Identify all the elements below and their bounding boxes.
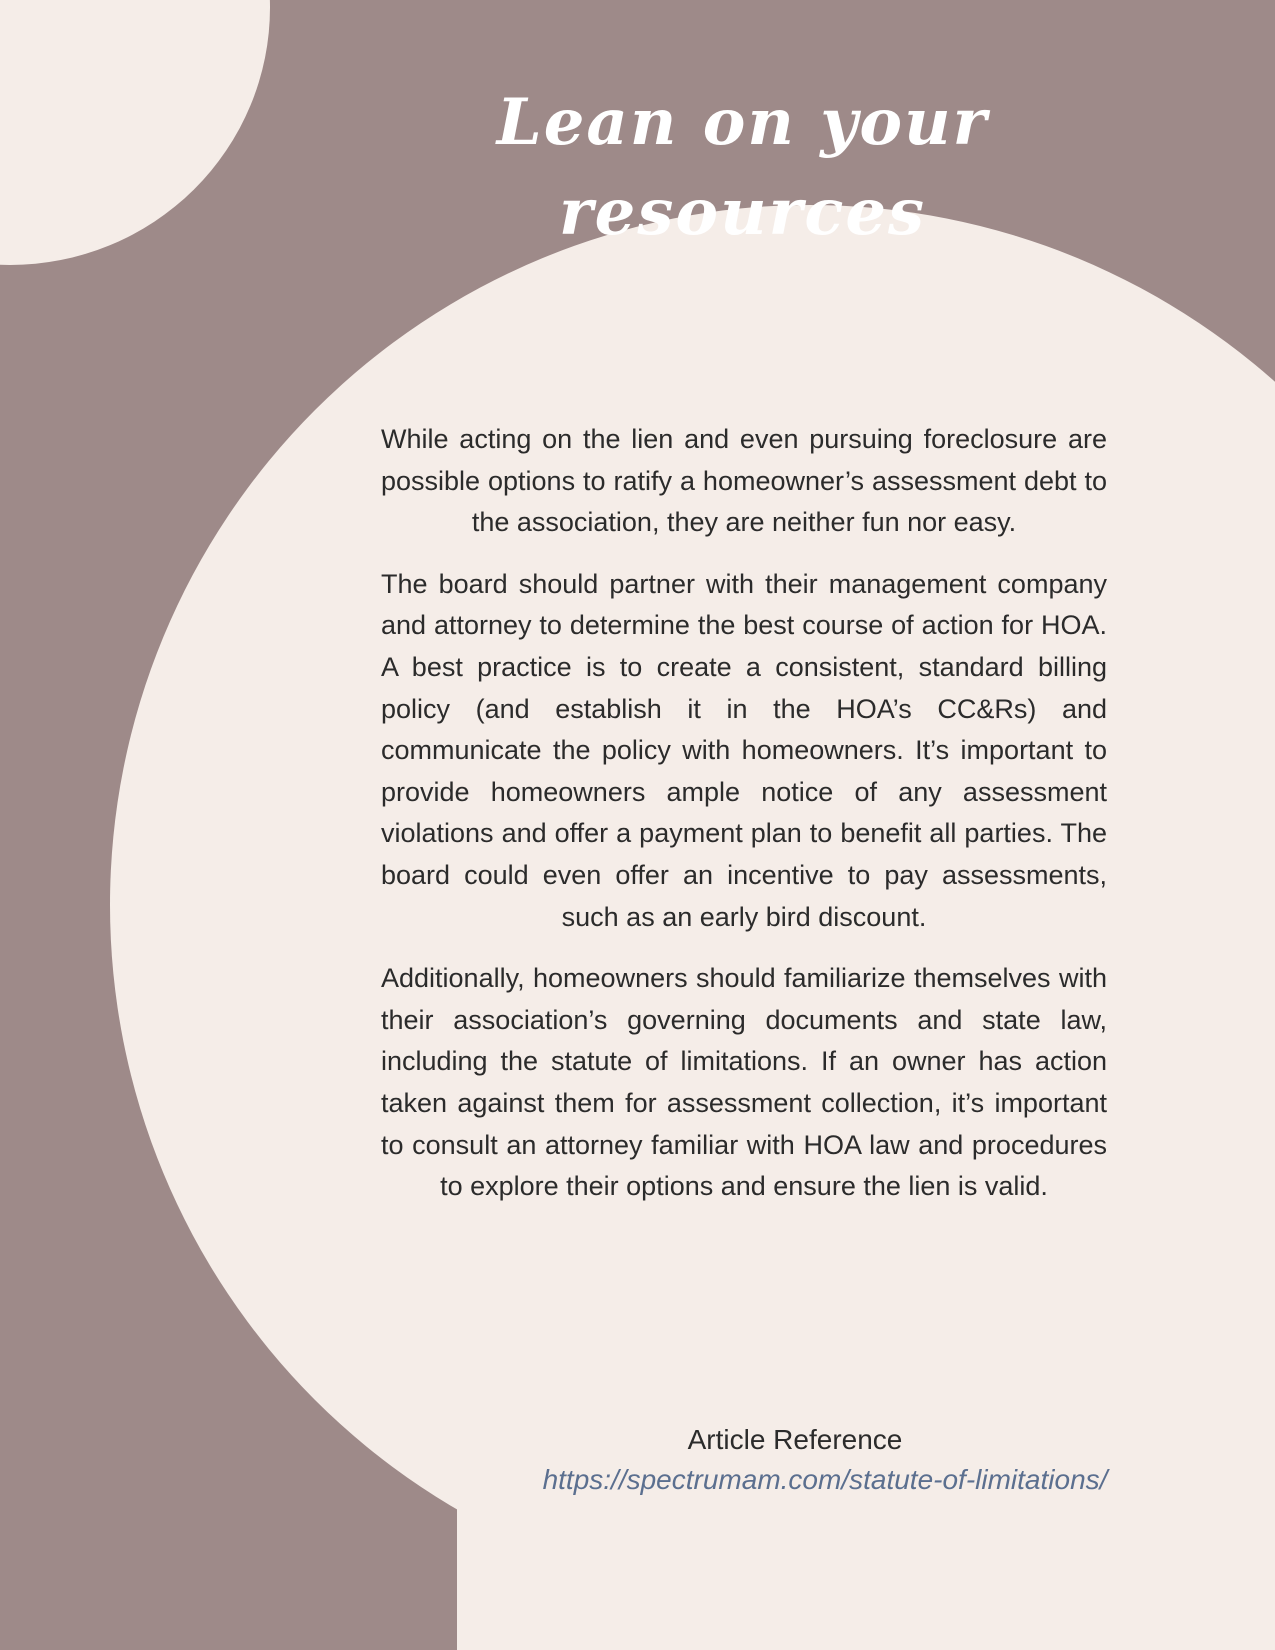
article-reference [457, 1420, 1133, 1500]
article-body [381, 419, 1107, 1228]
reference-heading: Article Reference [687, 1424, 903, 1455]
body-paragraph-2: The board should partner with their management company and attorney to determine the best course of action for HOA. A best practice is to create a consistent, standard billing policy (and establish it in the HOA’s CC&Rs) and communicate the policy with homeowners. It’s important to provide homeowners ample notice of any assessment violations and offer a payment plan to benefit all parties. The board could even offer an incentive to pay assessments, such as an early bird discount. [381, 568, 1107, 932]
page-title: Lean on your resources [496, 85, 989, 250]
body-paragraph-3: Additionally, homeowners should familiarize themselves with their association’s governing documents and state law, including the statute of limitations. If an owner has action taken against them for assessment collection, it’s important to consult an attorney familiar with HOA law and procedures to explore their options and ensure the lien is valid. [381, 963, 1107, 1202]
reference-link[interactable]: https://spectrumam.com/statute-of-limitations/ [542, 1464, 1108, 1495]
decorative-top-left-circle [0, 0, 270, 265]
body-paragraph-1: While acting on the lien and even pursuing foreclosure are possible options to ratify a homeowner’s assessment debt to the association, they are neither fun nor easy. [381, 424, 1107, 538]
